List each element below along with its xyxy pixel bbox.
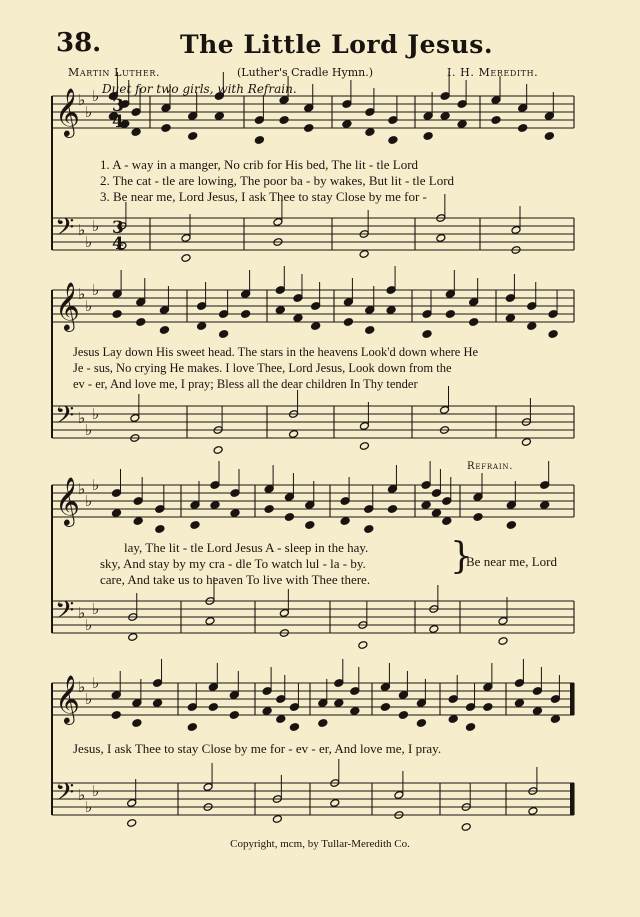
system1-verse1: 1. A - way in a manger, No crib for His bed, The lit - tle Lord xyxy=(100,157,419,172)
note-head xyxy=(422,330,432,339)
note-head xyxy=(127,819,137,828)
note-head xyxy=(111,509,121,518)
verse-brace: } xyxy=(450,536,473,577)
system4-lyric: Jesus, I ask Thee to stay Close by me for - ev - er, And love me, I pray. xyxy=(73,741,442,756)
note-head xyxy=(544,132,554,141)
note-head xyxy=(112,310,122,319)
note-head xyxy=(540,501,550,510)
note-head xyxy=(205,617,215,626)
note-head xyxy=(365,326,375,335)
hymn-number: 38. xyxy=(56,28,102,58)
note-head xyxy=(132,719,142,728)
system3-verse3: care, And take us to heaven To live with Thee there. xyxy=(100,572,371,587)
note-head xyxy=(293,314,303,323)
flat-icon: ♭ xyxy=(78,480,86,498)
flat-icon: ♭ xyxy=(78,409,86,427)
note-head xyxy=(305,521,315,530)
note-head xyxy=(289,430,299,439)
note-head xyxy=(275,306,285,315)
note-head xyxy=(365,128,375,137)
note-head xyxy=(181,254,191,263)
lyricist-credit: Martin Luther. xyxy=(68,66,161,79)
note-head xyxy=(208,703,218,712)
final-bar-line xyxy=(570,683,574,715)
flat-icon: ♭ xyxy=(92,217,100,235)
hymn-subtitle: (Luther's Cradle Hymn.) xyxy=(237,66,374,79)
note-head xyxy=(214,112,224,121)
note-head xyxy=(128,633,138,642)
note-head xyxy=(466,723,476,732)
system1-verse3: 3. Be near me, Lord Jesus, I ask Thee to stay Close by me for - xyxy=(100,189,427,204)
note-head xyxy=(229,711,239,720)
refrain-start-lyric: Be near me, Lord xyxy=(466,554,557,569)
note-head xyxy=(421,501,431,510)
copyright-notice: Copyright, mcm, by Tullar-Meredith Co. xyxy=(230,838,410,850)
bass-clef-icon: 𝄢 xyxy=(55,213,75,248)
flat-icon: ♭ xyxy=(92,782,100,800)
note-head xyxy=(506,521,516,530)
flat-icon: ♭ xyxy=(92,87,100,105)
note-head xyxy=(161,124,171,133)
note-head xyxy=(284,513,294,522)
note-head xyxy=(548,330,558,339)
flat-icon: ♭ xyxy=(85,233,93,251)
flat-icon: ♭ xyxy=(78,604,86,622)
note-head xyxy=(445,310,455,319)
note-head xyxy=(527,322,537,331)
note-head xyxy=(254,136,264,145)
note-head xyxy=(359,250,369,259)
flat-icon: ♭ xyxy=(85,616,93,634)
note-head xyxy=(442,517,452,526)
note-head xyxy=(340,517,350,526)
note-head xyxy=(188,132,198,141)
note-head xyxy=(133,517,143,526)
time-signature: 4 xyxy=(112,112,124,132)
treble-clef-icon: 𝄞 xyxy=(55,87,80,136)
bass-clef-icon: 𝄢 xyxy=(55,401,75,436)
performance-instruction: Duet for two girls, with Refrain. xyxy=(102,82,297,96)
note-head xyxy=(197,322,207,331)
note-head xyxy=(272,815,282,824)
note-head xyxy=(483,703,493,712)
hymn-title: The Little Lord Jesus. xyxy=(180,30,494,59)
note-head xyxy=(350,707,360,716)
note-head xyxy=(155,525,165,534)
flat-icon: ♭ xyxy=(85,798,93,816)
flat-icon: ♭ xyxy=(92,281,100,299)
flat-icon: ♭ xyxy=(85,103,93,121)
note-head xyxy=(279,116,289,125)
system3-verse2: sky, And stay by my cra - dle To watch lul - la - by. xyxy=(100,556,366,571)
note-head xyxy=(210,501,220,510)
note-head xyxy=(436,234,446,243)
note-head xyxy=(219,330,229,339)
note-head xyxy=(416,719,426,728)
note-head xyxy=(440,112,450,121)
note-head xyxy=(386,306,396,315)
note-head xyxy=(380,703,390,712)
note-head xyxy=(398,711,408,720)
flat-icon: ♭ xyxy=(78,221,86,239)
note-head xyxy=(230,509,240,518)
note-head xyxy=(136,318,146,327)
note-head xyxy=(521,438,531,447)
flat-icon: ♭ xyxy=(85,297,93,315)
note-head xyxy=(423,132,433,141)
note-head xyxy=(498,637,508,646)
final-bar-line xyxy=(570,783,574,815)
note-head xyxy=(187,723,197,732)
note-head xyxy=(505,314,515,323)
note-head xyxy=(550,715,560,724)
flat-icon: ♭ xyxy=(85,690,93,708)
note-head xyxy=(262,707,272,716)
flat-icon: ♭ xyxy=(78,678,86,696)
note-head xyxy=(289,723,299,732)
note-head xyxy=(264,505,274,514)
flat-icon: ♭ xyxy=(78,285,86,303)
note-head xyxy=(457,120,467,129)
treble-clef-icon: 𝄞 xyxy=(55,281,80,330)
note-head xyxy=(514,699,524,708)
time-signature: 3 xyxy=(112,96,124,116)
flat-icon: ♭ xyxy=(92,405,100,423)
note-head xyxy=(153,699,163,708)
flat-icon: ♭ xyxy=(92,674,100,692)
time-signature: 3 xyxy=(112,218,124,238)
system2-verse2: Je - sus, No crying He makes. I love Thee, Lord Jesus, Look down from the xyxy=(73,361,452,375)
bass-clef-icon: 𝄢 xyxy=(55,596,75,631)
note-head xyxy=(473,513,483,522)
system1-verse2: 2. The cat - tle are lowing, The poor ba - by wakes, But lit - tle Lord xyxy=(100,173,455,188)
note-head xyxy=(276,715,286,724)
refrain-label: Refrain. xyxy=(467,461,514,472)
note-head xyxy=(330,799,340,808)
note-head xyxy=(241,310,251,319)
note-head xyxy=(343,318,353,327)
note-head xyxy=(469,318,479,327)
note-head xyxy=(131,128,141,137)
note-head xyxy=(358,641,368,650)
system2-verse1: Jesus Lay down His sweet head. The stars in the heavens Look'd down where He xyxy=(73,345,479,359)
note-head xyxy=(190,521,200,530)
time-signature: 4 xyxy=(112,234,124,254)
note-head xyxy=(448,715,458,724)
note-head xyxy=(429,625,439,634)
treble-clef-icon: 𝄞 xyxy=(55,674,80,723)
flat-icon: ♭ xyxy=(92,600,100,618)
system2-verse3: ev - er, And love me, I pray; Bless all the dear children In Thy tender xyxy=(73,377,418,391)
note-head xyxy=(491,116,501,125)
note-head xyxy=(304,124,314,133)
note-head xyxy=(388,136,398,145)
flat-icon: ♭ xyxy=(78,786,86,804)
note-head xyxy=(342,120,352,129)
flat-icon: ♭ xyxy=(78,91,86,109)
note-head xyxy=(364,525,374,534)
flat-icon: ♭ xyxy=(85,492,93,510)
note-head xyxy=(159,326,169,335)
treble-clef-icon: 𝄞 xyxy=(55,476,80,525)
composer-credit: I. H. Meredith. xyxy=(447,66,539,79)
note-head xyxy=(213,446,223,455)
note-head xyxy=(518,124,528,133)
note-head xyxy=(532,707,542,716)
flat-icon: ♭ xyxy=(85,421,93,439)
note-head xyxy=(387,505,397,514)
note-head xyxy=(431,509,441,518)
note-head xyxy=(461,823,471,832)
note-head xyxy=(334,699,344,708)
flat-icon: ♭ xyxy=(92,476,100,494)
note-head xyxy=(318,719,328,728)
note-head xyxy=(359,442,369,451)
note-head xyxy=(311,322,321,331)
note-head xyxy=(111,711,121,720)
system3-verse1: lay, The lit - tle Lord Jesus A - sleep in the hay. xyxy=(124,540,369,555)
bass-clef-icon: 𝄢 xyxy=(55,778,75,813)
note-head xyxy=(528,807,538,816)
